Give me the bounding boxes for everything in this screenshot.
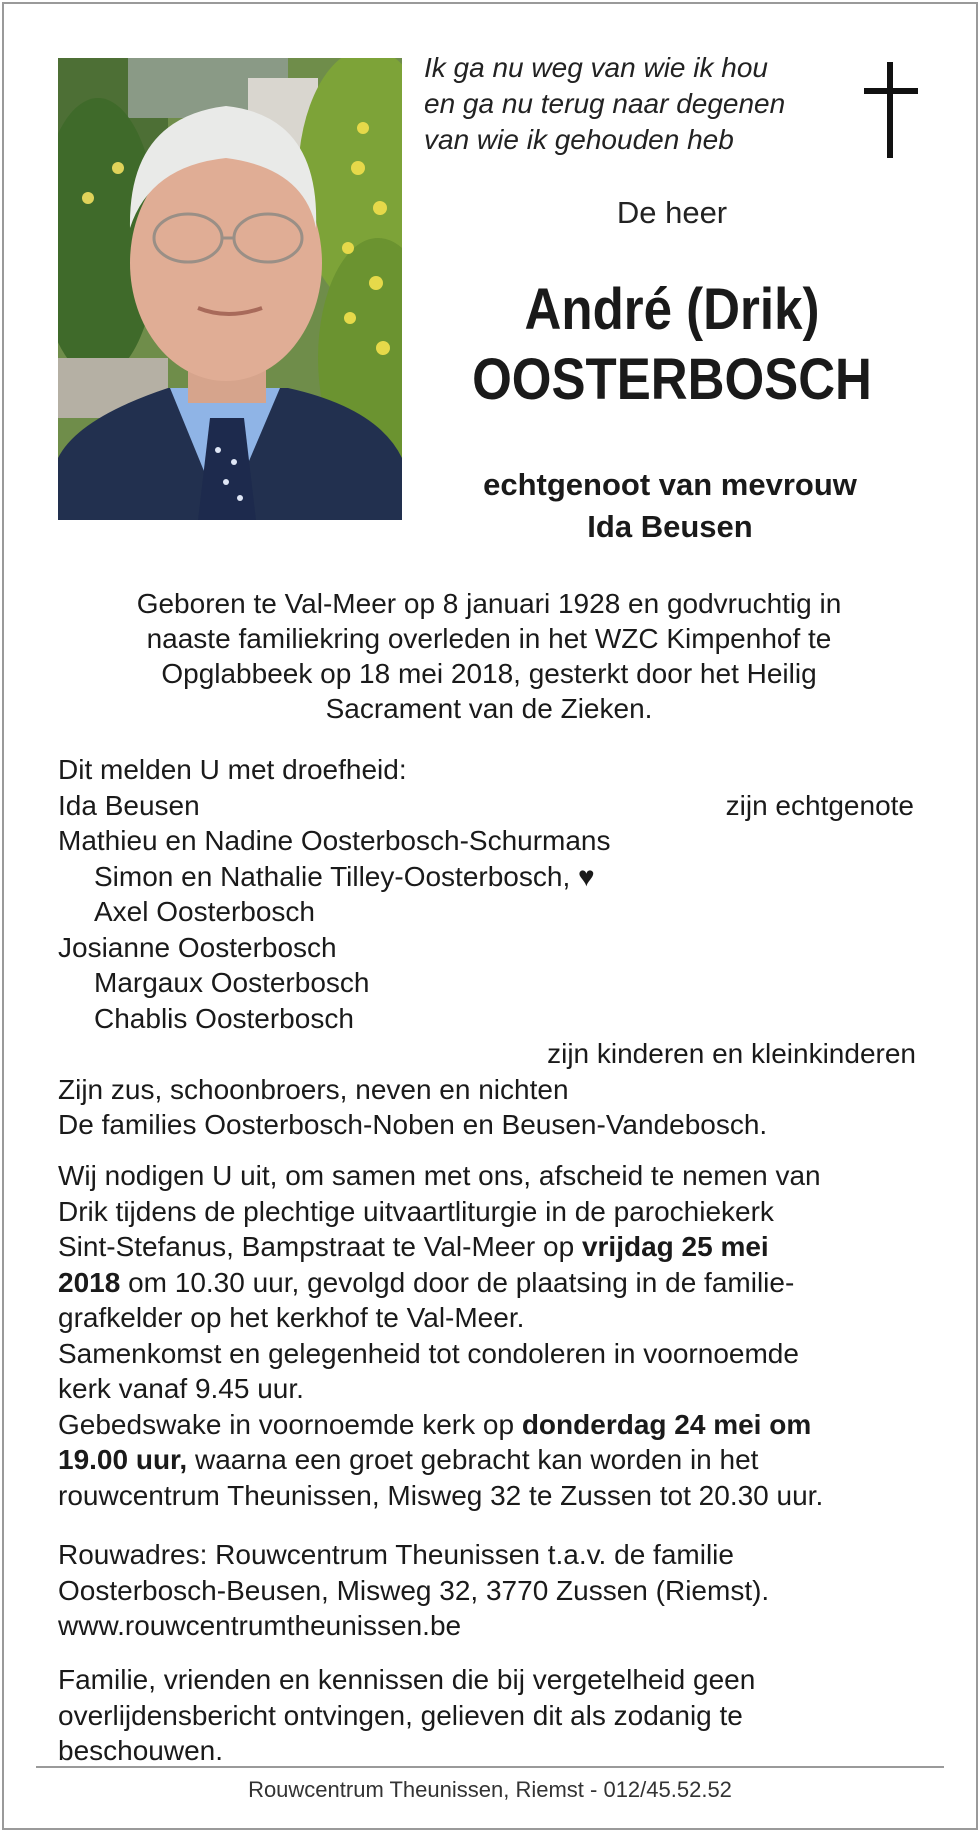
paragraph-line: Opglabbeek op 18 mei 2018, gesterkt door het Heilig: [161, 658, 817, 689]
paragraph-line: Oosterbosch-Beusen, Misweg 32, 3770 Zussen (Riemst).: [58, 1574, 770, 1606]
spouse-name: Ida Beusen: [587, 509, 753, 544]
paragraph-text: om 10.30 uur, gevolgd door de plaatsing in de familie-: [120, 1266, 795, 1298]
paragraph-line: kerk vanaf 9.45 uur.: [58, 1373, 304, 1404]
paragraph-line: [58, 1229, 938, 1265]
paragraph-line: [58, 1442, 938, 1478]
paragraph-text: waarna een groet gebracht kan worden in het: [187, 1444, 759, 1475]
funeral-date: vrijdag 25 mei: [581, 1231, 769, 1262]
paragraph-line: Drik tijdens de plechtige uitvaartliturgie in de parochiekerk: [58, 1195, 774, 1227]
paragraph-text: Sint-Stefanus, Bampstraat te Val-Meer op: [58, 1231, 582, 1262]
cross-icon: [862, 60, 920, 160]
honorific: De heer: [616, 195, 728, 230]
funeral-year: 2018: [58, 1266, 121, 1298]
mourner-name: Ida Beusen: [58, 789, 200, 821]
wake-date: donderdag 24 mei om: [521, 1408, 812, 1440]
mourners-list: [58, 752, 938, 1143]
paragraph-line: Familie, vrienden en kennissen die bij vergetelheid geen: [58, 1664, 756, 1695]
spouse-line: [410, 464, 930, 548]
website-link[interactable]: www.rouwcentrumtheunissen.be: [58, 1610, 462, 1641]
poem: [424, 50, 844, 158]
mourner-role: zijn kinderen en kleinkinderen: [547, 1038, 916, 1069]
mourning-address: [58, 1537, 938, 1644]
paragraph-text: Gebedswake in voornoemde kerk op: [58, 1408, 522, 1440]
portrait-photo: [58, 58, 402, 520]
paragraph-line: Rouwadres: Rouwcentrum Theunissen t.a.v. de familie: [58, 1539, 734, 1570]
mourner-row: [58, 788, 938, 824]
mourner-name: Josianne Oosterbosch: [58, 931, 337, 963]
wake-time: 19.00 uur,: [58, 1444, 188, 1475]
footer-divider: [36, 1766, 944, 1768]
closing-note: [58, 1662, 938, 1769]
mourner-name: Chablis Oosterbosch: [94, 1002, 354, 1034]
spouse-title: echtgenoot van mevrouw: [483, 467, 857, 502]
name-surname: OOSTERBOSCH: [472, 347, 872, 412]
paragraph-line: Sacrament van de Zieken.: [325, 693, 653, 724]
mourner-name: Mathieu en Nadine Oosterbosch-Schurmans: [58, 825, 611, 856]
paragraph-line: [58, 1265, 938, 1301]
name-first: André (Drik): [524, 277, 820, 342]
mourner-role: zijn echtgenote: [725, 789, 914, 821]
mourners-intro: Dit melden U met droefheid:: [58, 754, 407, 785]
paragraph-line: naaste familiekring overleden in het WZC Kimpenhof te: [146, 623, 832, 654]
poem-line: van wie ik gehouden heb: [424, 124, 734, 155]
mourner-name: De families Oosterbosch-Noben en Beusen-Vandebosch.: [58, 1109, 768, 1140]
footer-text: Rouwcentrum Theunissen, Riemst - 012/45.52.52: [248, 1777, 732, 1802]
paragraph-line: rouwcentrum Theunissen, Misweg 32 te Zussen tot 20.30 uur.: [58, 1479, 824, 1511]
birth-death-paragraph: [58, 586, 920, 726]
paragraph-line: Wij nodigen U uit, om samen met ons, afscheid te nemen van: [58, 1160, 821, 1191]
paragraph-line: overlijdensbericht ontvingen, gelieven dit als zodanig te: [58, 1699, 743, 1731]
paragraph-line: grafkelder op het kerkhof te Val-Meer.: [58, 1302, 525, 1333]
mourner-name: Axel Oosterbosch: [94, 896, 315, 927]
deceased-name: [461, 275, 883, 415]
paragraph-line: Samenkomst en gelegenheid tot condoleren in voornoemde: [58, 1337, 799, 1369]
paragraph-line: [58, 1407, 938, 1443]
mourner-name: Simon en Nathalie Tilley-Oosterbosch, ♥: [94, 860, 595, 892]
poem-line: en ga nu terug naar degenen: [424, 88, 786, 119]
paragraph-line: beschouwen.: [58, 1735, 224, 1766]
paragraph-line: Geboren te Val-Meer op 8 januari 1928 en godvruchtig in: [136, 588, 842, 619]
mourner-name: Margaux Oosterbosch: [94, 967, 370, 998]
mourner-name: Zijn zus, schoonbroers, neven en nichten: [58, 1073, 569, 1105]
poem-line: Ik ga nu weg van wie ik hou: [424, 52, 768, 83]
funeral-invitation: [58, 1158, 938, 1513]
